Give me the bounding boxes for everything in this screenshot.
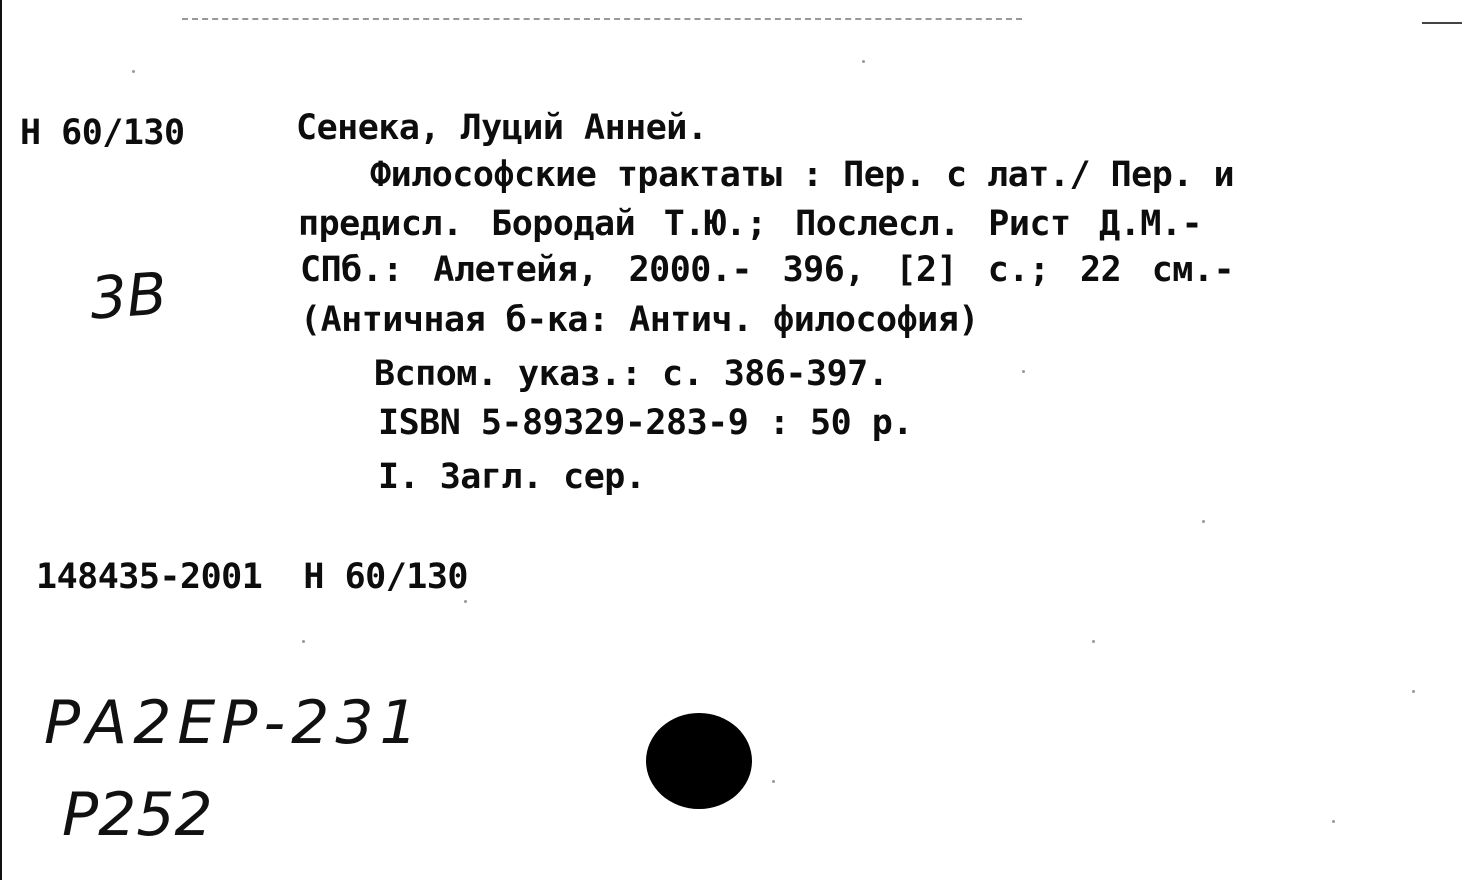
shelfmark: Н 60/130 [20, 113, 185, 153]
card-top-edge-right [1422, 22, 1462, 24]
paper-speck [464, 600, 467, 603]
paper-speck [862, 60, 865, 63]
note-line: ISBN 5-89329-283-9 : 50 р. [378, 403, 913, 443]
description-line: СПб.: Алетейя, 2000.- 396, [2] с.; 22 см.- [300, 250, 1235, 290]
paper-speck [302, 640, 305, 643]
description-line: предисл. Бородай Т.Ю.; Послесл. Рист Д.М.- [298, 204, 1203, 244]
handwritten-code: Р252 [62, 780, 213, 850]
description-line: Философские трактаты : Пер. с лат./ Пер. и [370, 155, 1235, 195]
description-line: (Античная б-ка: Антич. философия) [300, 300, 979, 340]
paper-speck [1202, 520, 1205, 523]
note-line: Вспом. указ.: с. 386-397. [374, 354, 889, 394]
handwritten-code: РА2ЕР-231 [44, 688, 424, 758]
accession-line: 148435-2001 Н 60/130 [36, 557, 469, 597]
paper-speck [132, 70, 135, 73]
paper-speck [1022, 370, 1025, 373]
note-line: I. Загл. сер. [378, 457, 646, 497]
punch-hole [646, 713, 752, 809]
paper-speck [772, 780, 775, 783]
paper-speck [1412, 690, 1415, 693]
main-entry: Сенека, Луций Анней. [296, 108, 708, 148]
handwritten-mark: 3В [87, 259, 169, 333]
paper-speck [1092, 640, 1095, 643]
card-top-edge [182, 18, 1022, 20]
paper-speck [1332, 820, 1335, 823]
